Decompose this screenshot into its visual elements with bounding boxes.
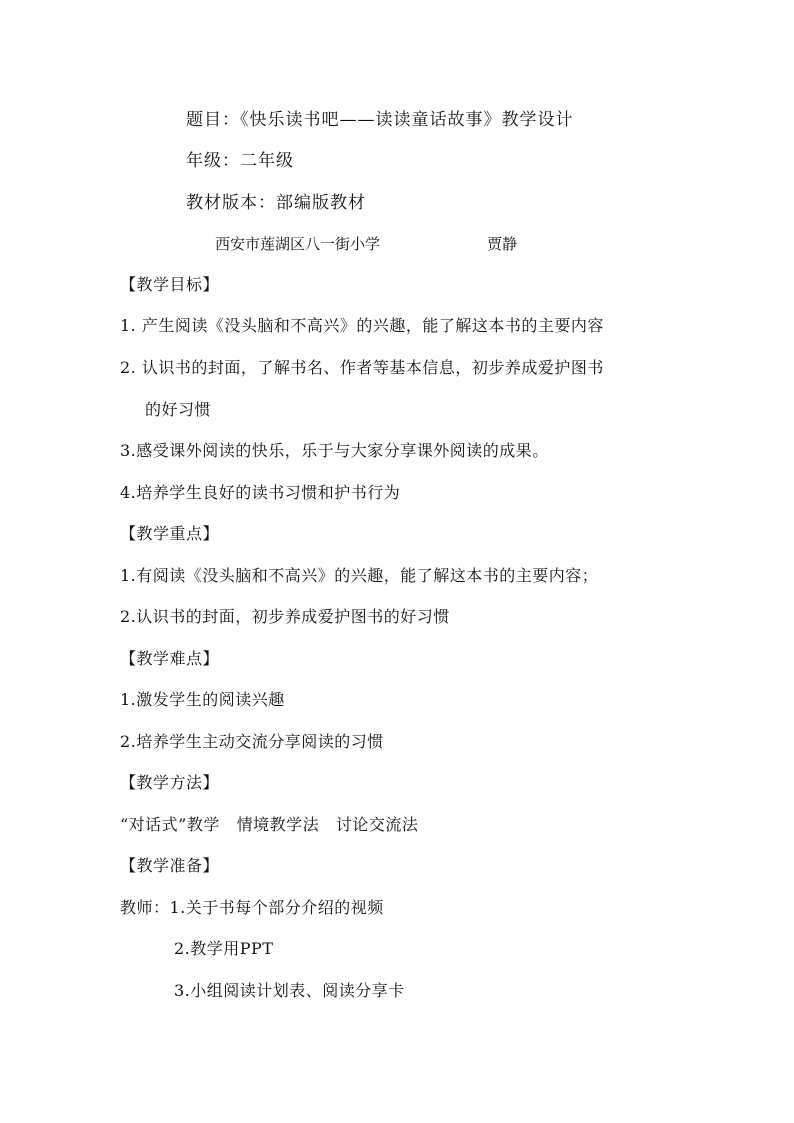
lesson-title: 题目：《快乐读书吧——读读童话故事》教学设计 [186,110,574,130]
difficulty-item: 2.培养学生主动交流分享阅读的习惯 [120,732,384,751]
key-point-item: 2.认识书的封面，初步养成爱护图书的好习惯 [120,607,450,626]
grade-line: 年级：二年级 [186,151,294,171]
edition-line: 教材版本：部编版教材 [186,193,366,213]
methods-heading: 【教学方法】 [120,773,220,792]
objective-item: 3.感受课外阅读的快乐，乐于与大家分享课外阅读的成果。 [120,441,549,460]
objective-item: 1. 产生阅读《没头脑和不高兴》的兴趣，能了解这本书的主要内容 [120,316,604,335]
difficulty-item: 1.激发学生的阅读兴趣 [120,690,285,709]
objective-item-continued: 的好习惯 [145,400,212,419]
objectives-heading: 【教学目标】 [120,275,220,294]
preparation-item: 3.小组阅读计划表、阅读分享卡 [174,981,405,1000]
preparation-item: 2.教学用PPT [174,939,274,958]
key-points-heading: 【教学重点】 [120,524,220,543]
preparation-item: 教师：1.关于书每个部分介绍的视频 [120,898,384,917]
author-name: 贾静 [487,235,518,253]
preparation-heading: 【教学准备】 [120,856,220,875]
difficulties-heading: 【教学难点】 [120,649,220,668]
school-name: 西安市莲湖区八一街小学 [215,235,381,253]
key-point-item: 1.有阅读《没头脑和不高兴》的兴趣，能了解这本书的主要内容； [120,566,599,585]
objective-item: 4.培养学生良好的读书习惯和护书行为 [120,483,401,502]
methods-text: “对话式”教学 情境教学法 讨论交流法 [120,815,419,834]
objective-item: 2. 认识书的封面，了解书名、作者等基本信息，初步养成爱护图书 [120,358,604,377]
